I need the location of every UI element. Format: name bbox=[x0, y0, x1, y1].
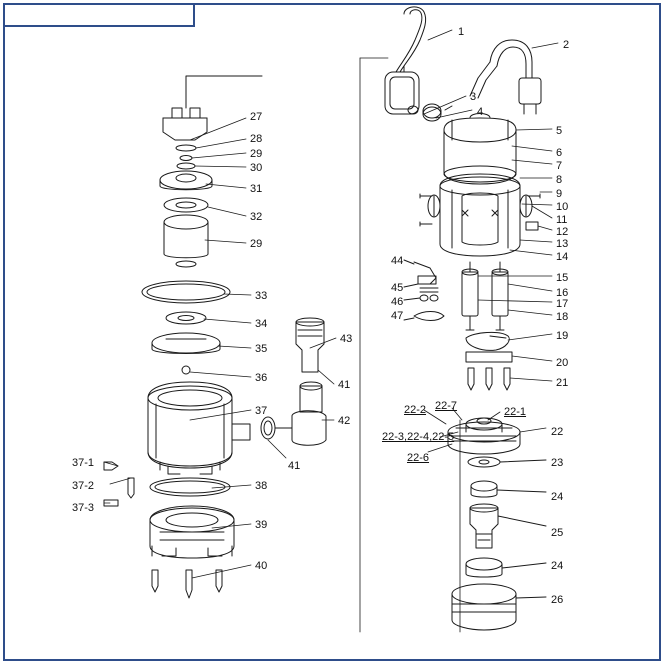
label-44: 44 bbox=[391, 255, 404, 267]
label-29-lower: 29 bbox=[250, 238, 263, 250]
part-impeller-assembly bbox=[448, 418, 520, 454]
label-17: 17 bbox=[556, 298, 569, 310]
label-28: 28 bbox=[250, 133, 263, 145]
label-22-3-4-5: 22-3,22-4,22-5 bbox=[382, 431, 455, 443]
part-oring-38 bbox=[150, 478, 230, 496]
label-8: 8 bbox=[556, 174, 563, 186]
part-ball-36 bbox=[182, 366, 190, 374]
label-22-6: 22-6 bbox=[407, 452, 430, 464]
label-45: 45 bbox=[391, 282, 404, 294]
part-plate-35 bbox=[152, 333, 220, 354]
part-disc-31 bbox=[160, 171, 212, 190]
part-bracket-27 bbox=[163, 76, 262, 140]
part-washer-23 bbox=[468, 457, 546, 467]
label-38: 38 bbox=[255, 480, 268, 492]
label-41-upper: 41 bbox=[338, 379, 351, 391]
label-32: 32 bbox=[250, 211, 263, 223]
label-24-upper: 24 bbox=[551, 491, 564, 503]
layout-guide-lines bbox=[360, 58, 460, 632]
label-41-lower: 41 bbox=[288, 460, 301, 472]
label-37-2: 37-2 bbox=[72, 480, 95, 492]
label-34: 34 bbox=[255, 318, 268, 330]
label-23: 23 bbox=[551, 457, 564, 469]
part-capacitors bbox=[462, 262, 508, 330]
label-43: 43 bbox=[340, 333, 353, 345]
label-1: 1 bbox=[458, 26, 465, 38]
label-24-lower: 24 bbox=[551, 560, 564, 572]
label-20: 20 bbox=[556, 357, 569, 369]
part-screws-37x bbox=[104, 462, 134, 506]
part-power-cord-plug bbox=[470, 40, 541, 114]
part-base-strainer-26 bbox=[452, 584, 546, 630]
part-motor-housing bbox=[428, 174, 532, 256]
label-29-upper: 29 bbox=[250, 148, 263, 160]
label-35: 35 bbox=[255, 343, 268, 355]
label-14: 14 bbox=[556, 251, 569, 263]
part-cable-gland bbox=[408, 104, 452, 121]
label-36: 36 bbox=[255, 372, 268, 384]
part-ring-33 bbox=[142, 281, 230, 303]
label-25: 25 bbox=[551, 527, 564, 539]
part-seal-stack-25 bbox=[470, 504, 546, 548]
label-9: 9 bbox=[556, 188, 563, 200]
label-22: 22 bbox=[551, 426, 564, 438]
label-37-3: 37-3 bbox=[72, 502, 95, 514]
label-12: 12 bbox=[556, 226, 569, 238]
label-30: 30 bbox=[250, 162, 263, 174]
part-screws-21 bbox=[468, 368, 510, 390]
label-27: 27 bbox=[250, 111, 263, 123]
label-18: 18 bbox=[556, 311, 569, 323]
part-outlet-fitting bbox=[261, 318, 326, 445]
part-lever-plate bbox=[466, 332, 512, 362]
part-pump-body-37 bbox=[148, 382, 250, 474]
label-2: 2 bbox=[563, 39, 570, 51]
part-screws-40 bbox=[152, 570, 222, 598]
label-39: 39 bbox=[255, 519, 268, 531]
part-base-39 bbox=[150, 506, 234, 558]
label-22-2: 22-2 bbox=[404, 404, 427, 416]
label-31: 31 bbox=[250, 183, 263, 195]
label-6: 6 bbox=[556, 147, 563, 159]
part-cylinder-29 bbox=[164, 215, 208, 267]
part-float-switch bbox=[385, 7, 426, 114]
label-19: 19 bbox=[556, 330, 569, 342]
label-13: 13 bbox=[556, 238, 569, 250]
label-40: 40 bbox=[255, 560, 268, 572]
label-5: 5 bbox=[556, 125, 563, 137]
label-4: 4 bbox=[477, 106, 484, 118]
label-22-7: 22-7 bbox=[435, 400, 458, 412]
part-ring-24-upper bbox=[471, 481, 546, 497]
label-26: 26 bbox=[551, 594, 564, 606]
label-46: 46 bbox=[391, 296, 404, 308]
label-11: 11 bbox=[556, 214, 568, 226]
label-42: 42 bbox=[338, 415, 351, 427]
part-ring-24-lower bbox=[466, 558, 546, 577]
part-housing-fasteners bbox=[420, 194, 540, 230]
label-7: 7 bbox=[556, 160, 563, 172]
label-37-1: 37-1 bbox=[72, 457, 95, 469]
label-37: 37 bbox=[255, 405, 268, 417]
label-33: 33 bbox=[255, 290, 268, 302]
part-small-hardware bbox=[404, 260, 444, 321]
part-washers-28-30 bbox=[176, 145, 196, 169]
part-top-housing bbox=[444, 114, 516, 185]
label-3: 3 bbox=[470, 91, 477, 103]
part-washer-34 bbox=[166, 312, 206, 324]
label-47: 47 bbox=[391, 310, 404, 322]
label-22-1: 22-1 bbox=[504, 406, 527, 418]
label-21: 21 bbox=[556, 377, 569, 389]
label-10: 10 bbox=[556, 201, 569, 213]
label-15: 15 bbox=[556, 272, 569, 284]
part-ring-32 bbox=[164, 198, 208, 212]
label-16: 16 bbox=[556, 287, 569, 299]
